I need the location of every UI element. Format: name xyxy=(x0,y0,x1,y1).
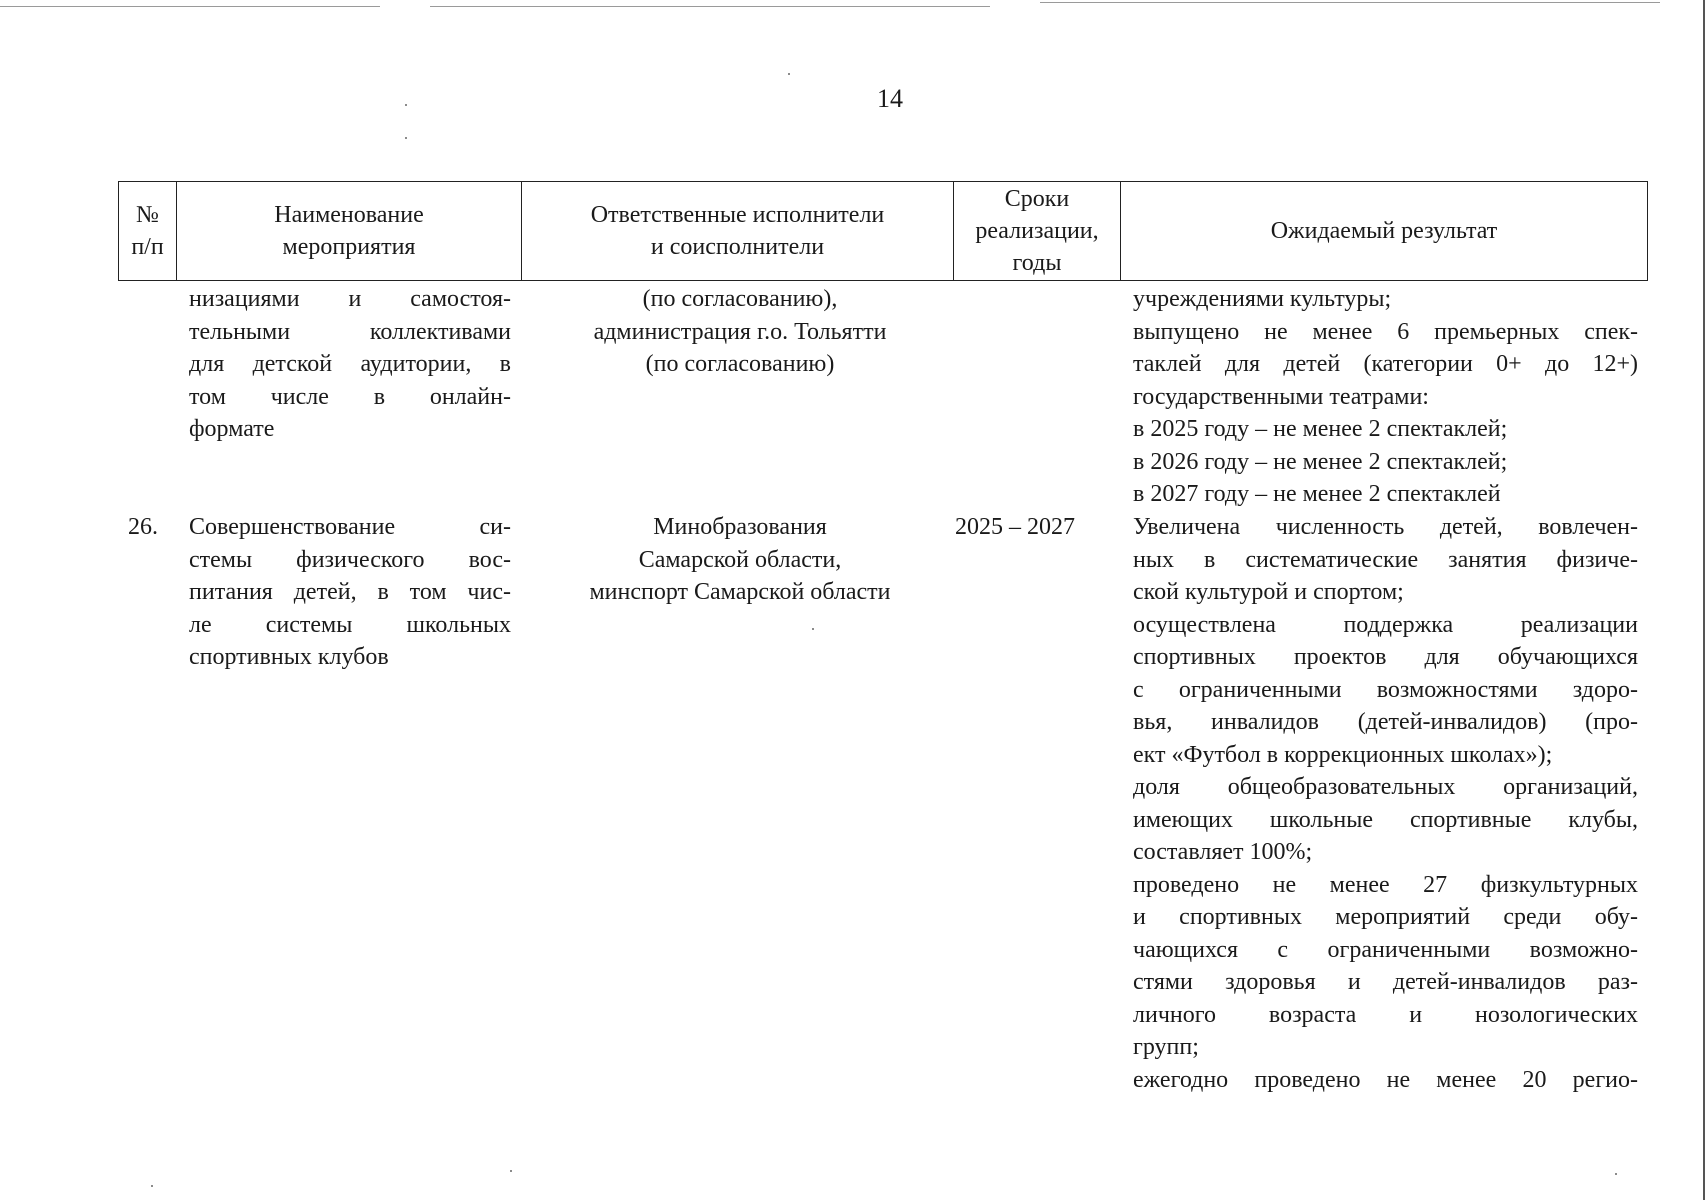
header-num-line: п/п xyxy=(131,234,164,260)
text-line: осуществлена поддержка реализации xyxy=(1133,611,1638,638)
text-line: Увеличена численность детей, вовлечен- xyxy=(1133,514,1638,540)
scan-speck xyxy=(510,1170,512,1172)
header-name-line: мероприятия xyxy=(282,234,416,260)
text-line: таклей для детей (категории 0+ до 12+) xyxy=(1133,351,1638,377)
text-line: выпущено не менее 6 премьерных спек- xyxy=(1133,318,1638,345)
text-line: Самарской области, xyxy=(638,546,842,573)
text-line: в 2027 году – не менее 2 спектаклей xyxy=(1133,481,1501,507)
text-line: в 2025 году – не менее 2 спектаклей; xyxy=(1133,416,1508,442)
header-term-line: Сроки xyxy=(1004,186,1070,212)
header-term-line: годы xyxy=(1012,250,1062,276)
text-line: учреждениями культуры; xyxy=(1133,286,1392,312)
text-line: государственными театрами: xyxy=(1133,383,1429,410)
text-line: (по согласованию), xyxy=(642,286,838,312)
text-line: (по согласованию) xyxy=(645,351,835,377)
text-line: стями здоровья и детей-инвалидов раз- xyxy=(1133,969,1638,995)
header-name-line: Наименование xyxy=(274,202,424,228)
text-line: для детской аудитории, в xyxy=(189,351,511,377)
text-line: доля общеобразовательных организаций, xyxy=(1133,774,1638,800)
text-line: составляет 100%; xyxy=(1133,839,1313,865)
text-line: вья, инвалидов (детей-инвалидов) (про- xyxy=(1133,709,1638,735)
text-line: спортивных проектов для обучающихся xyxy=(1133,644,1638,670)
scan-speck xyxy=(812,628,814,630)
scan-speck xyxy=(405,104,407,106)
header-result-line: Ожидаемый результат xyxy=(1270,218,1498,244)
scan-edge-line xyxy=(1040,2,1660,3)
text-line: имеющих школьные спортивные клубы, xyxy=(1133,806,1638,833)
scan-speck xyxy=(151,1185,153,1187)
text-line: личного возраста и нозологических xyxy=(1133,1001,1638,1028)
header-term xyxy=(954,182,1121,280)
row26-responsible xyxy=(540,511,940,609)
text-line: тельными коллективами xyxy=(189,318,511,345)
table-header xyxy=(118,181,1648,281)
text-line: ежегодно проведено не менее 20 регио- xyxy=(1133,1066,1638,1093)
header-name xyxy=(177,182,522,280)
text-line: ле системы школьных xyxy=(189,611,511,638)
text-line: формате xyxy=(189,416,275,442)
header-result xyxy=(1121,182,1647,280)
row1-result xyxy=(1133,283,1638,511)
text-line: ных в систематические занятия физиче- xyxy=(1133,546,1638,573)
header-num-line: № xyxy=(136,202,159,228)
text-line: питания детей, в том чис- xyxy=(189,579,511,605)
scan-speck xyxy=(1615,1173,1617,1175)
row26-result xyxy=(1133,511,1638,1096)
header-num xyxy=(119,182,177,280)
text-line: том числе в онлайн- xyxy=(189,383,511,410)
text-line: проведено не менее 27 физкультурных xyxy=(1133,871,1638,898)
text-line: стемы физического вос- xyxy=(189,546,511,573)
text-line: Совершенствование си- xyxy=(189,514,511,540)
header-responsible xyxy=(522,182,954,280)
text-line: чающихся с ограниченными возможно- xyxy=(1133,936,1638,963)
page-number: 14 xyxy=(877,84,903,113)
text-line: администрация г.о. Тольятти xyxy=(593,318,887,345)
text-line: минспорт Самарской области xyxy=(589,579,891,605)
text-line: и спортивных мероприятий среди обу- xyxy=(1133,904,1638,930)
row1-responsible xyxy=(540,283,940,381)
scan-edge-line xyxy=(430,6,990,7)
header-term-line: реализации, xyxy=(975,218,1099,244)
text-line: с ограниченными возможностями здоро- xyxy=(1133,676,1638,703)
text-line: в 2026 году – не менее 2 спектаклей; xyxy=(1133,448,1508,475)
header-responsible-line: Ответственные исполнители xyxy=(590,202,885,228)
row1-name xyxy=(189,283,511,446)
text-line: спортивных клубов xyxy=(189,644,389,670)
scan-speck xyxy=(788,73,790,75)
text-line: групп; xyxy=(1133,1034,1199,1060)
row26-term: 2025 – 2027 xyxy=(955,514,1075,540)
row26-name xyxy=(189,511,511,674)
text-line: низациями и самостоя- xyxy=(189,286,511,312)
scan-speck xyxy=(405,137,407,139)
scan-edge-line xyxy=(0,6,380,7)
row26-num: 26. xyxy=(128,514,158,540)
header-responsible-line: и соисполнители xyxy=(650,234,825,260)
text-line: ской культурой и спортом; xyxy=(1133,579,1404,605)
text-line: ект «Футбол в коррекционных школах»); xyxy=(1133,741,1553,768)
text-line: Минобразования xyxy=(653,514,827,540)
